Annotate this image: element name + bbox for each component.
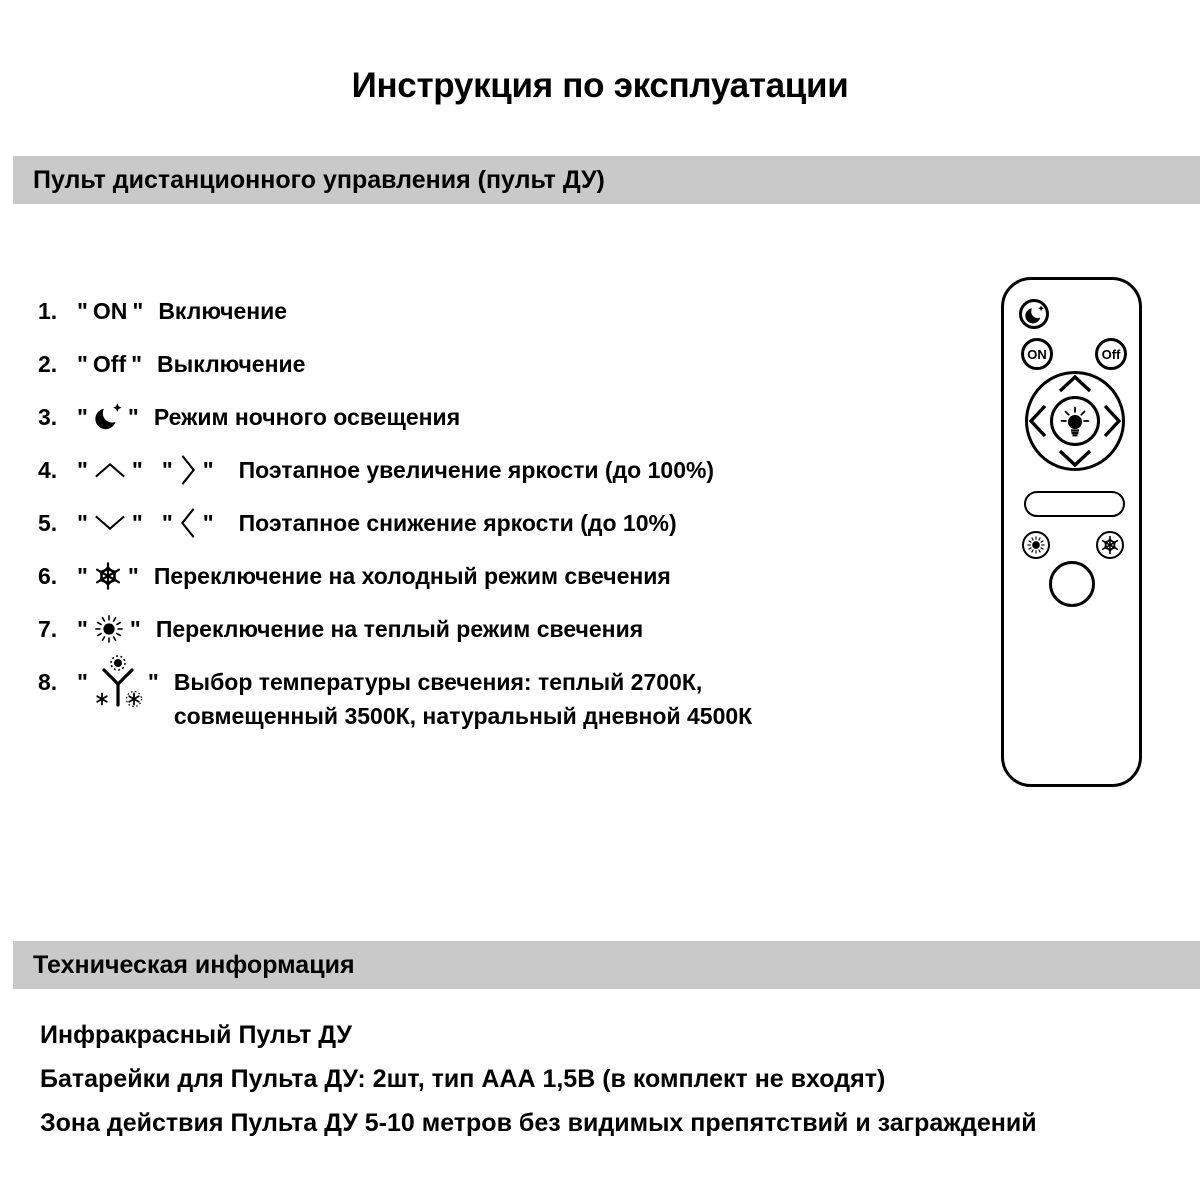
off-button [1095,338,1127,370]
quote-mark: " [132,297,144,324]
snowflake-icon [93,561,123,591]
quote-mark: " [147,668,159,695]
item-description: Выключение [157,350,306,377]
dpad-left-icon [1031,406,1045,436]
quote-mark: " [202,456,214,483]
item-number: 3. [38,403,58,430]
item-description: Поэтапное снижение яркости (до 10%) [238,509,677,536]
section-header-remote [13,156,1200,204]
item-number: 8. [38,668,58,695]
warm-mode-button [1022,531,1050,559]
item-number: 7. [38,615,58,642]
quote-mark: " [131,350,143,377]
round-button [1049,561,1095,607]
item-description [174,665,752,733]
sun-icon [93,613,125,645]
item-number: 1. [38,297,58,324]
item-description-line-1: Выбор температуры свечения: теплый 2700К, [173,669,703,695]
list-item-off [38,347,968,381]
off-token: Off [92,350,127,377]
item-description: Режим ночного освещения [153,403,461,430]
item-number: 6. [38,562,58,589]
item-number: 5. [38,509,58,536]
tech-line-batteries: Батарейки для Пульта ДУ: 2шт, тип ААА 1,5В (в комплект не входят) [40,1065,886,1093]
section-header-tech-label: Техническая информация [33,950,355,979]
quote-mark: " [131,456,143,483]
page-title: Инструкция по эксплуатации [351,66,849,105]
technical-info [40,1018,1037,1150]
tech-line-range: Зона действия Пульта ДУ 5-10 метров без видимых препятствий и заграждений [40,1109,1037,1137]
chevron-left-icon [178,506,198,540]
item-number: 2. [38,350,58,377]
quote-mark: " [161,509,173,536]
item-description: Включение [158,297,288,324]
item-description-line-2: совмещенный 3500К, натуральный дневной 4500К [173,703,753,729]
tech-line-remote-type: Инфракрасный Пульт ДУ [40,1021,352,1049]
list-item-on [38,294,968,328]
quote-mark: " [77,668,88,695]
moon-icon [1024,304,1045,325]
temperature-select-icon [93,665,143,699]
quote-mark: " [77,615,88,642]
dpad-control [1023,369,1127,473]
item-number: 4. [38,456,58,483]
item-description: Переключение на холодный режим свечения [153,562,671,589]
quote-mark: " [77,403,88,430]
remote-control-diagram [1001,277,1142,787]
list-item-brightness-down [38,506,968,540]
quote-mark: " [202,509,214,536]
quote-mark: " [77,456,88,483]
list-item-brightness-up [38,453,968,487]
dpad-right-icon [1105,406,1119,436]
dpad-down-icon [1060,451,1090,465]
dpad-up-icon [1060,377,1090,391]
list-item-cold-mode [38,559,968,593]
on-button-label: ON [1027,346,1047,362]
off-button-label: Off [1101,346,1121,362]
chevron-down-icon [93,513,127,533]
quote-mark: " [129,615,141,642]
lightbulb-icon [1062,408,1089,436]
section-header-remote-label: Пульт дистанционного управления (пульт ДУ) [33,165,605,194]
snowflake-icon [1100,535,1120,555]
chevron-right-icon [178,453,198,487]
on-token: ON [92,297,128,324]
quote-mark: " [77,350,88,377]
list-item-temperature-select [38,665,968,733]
quote-mark: " [127,562,139,589]
quote-mark: " [77,509,88,536]
list-item-night-mode [38,400,968,434]
quote-mark: " [161,456,173,483]
cold-mode-button [1096,531,1124,559]
chevron-up-icon [93,460,127,480]
section-header-tech [13,941,1200,989]
item-description: Переключение на теплый режим свечения [155,615,644,642]
quote-mark: " [131,509,143,536]
quote-mark: " [77,297,88,324]
item-description: Поэтапное увеличение яркости (до 100%) [238,456,715,483]
remote-buttons-list [38,294,968,733]
quote-mark: " [127,403,139,430]
sun-icon [1026,535,1046,555]
moon-icon [93,402,123,432]
quote-mark: " [77,562,88,589]
pill-button [1024,491,1125,517]
night-mode-button [1019,299,1049,329]
list-item-warm-mode [38,612,968,646]
on-button [1021,338,1053,370]
